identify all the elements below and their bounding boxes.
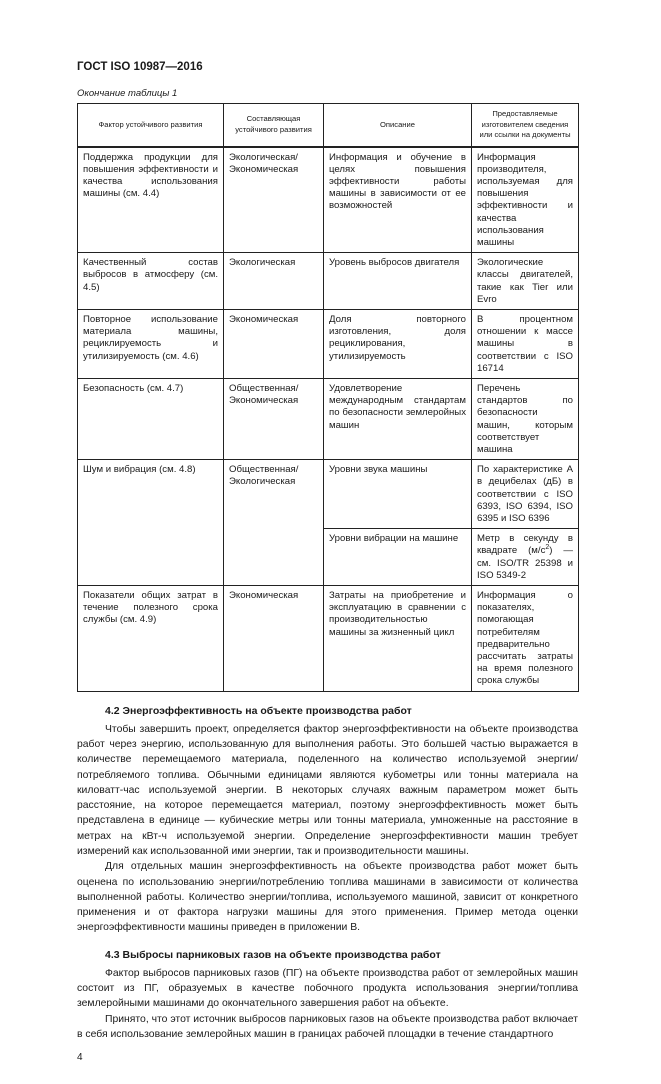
info-text: Метр в секунду в квадрате (м/с xyxy=(477,533,573,557)
table-row xyxy=(78,460,579,529)
factor-cell: Шум и вибрация (см. 4.8) xyxy=(78,460,224,586)
table-row xyxy=(78,147,579,253)
description-cell: Информация и обучение в целях повышения эффективности работы машины в зависимости от ее возможностей xyxy=(324,147,472,253)
component-cell: Экономическая xyxy=(224,586,324,692)
info-text: ) — см. ISO/TR 25398 и ISO 5349-2 xyxy=(477,545,573,581)
info-cell: В процентном отношении к массе машины в соответствии с ISO 16714 xyxy=(472,309,579,378)
table-row xyxy=(78,253,579,310)
table-header-row xyxy=(78,104,579,147)
column-header: Составляющая устойчивого развития xyxy=(224,104,324,147)
factor-cell: Качественный состав выбросов в атмосферу (см. 4.5) xyxy=(78,253,224,310)
component-cell: Экологическая xyxy=(224,253,324,310)
table-caption: Окончание таблицы 1 xyxy=(77,88,178,99)
paragraph: Фактор выбросов парниковых газов (ПГ) на объекте производства работ от землеройных машин состоит из ПГ, образуемых в качестве побочного продукта использования энергии/топлива землеройными машинами до окончательного завершения работ на объекте. xyxy=(77,967,578,1010)
description-cell: Удовлетворение международным стандартам по безопасности землеройных машин xyxy=(324,378,472,459)
info-cell: По характеристике А в децибелах (дБ) в соответствии с ISO 6393, ISO 6394, ISO 6395 и ISO 6396 xyxy=(472,460,579,529)
section-heading: 4.3 Выбросы парниковых газов на объекте производства работ xyxy=(105,948,441,961)
paragraph: Для отдельных машин энергоэффективность на объекте производства работ может быть оценена по использованию энергии/потреблению топлива машинами в зависимости от количества выполненной работы. Количество энергии/топлива, используемого машиной, зависит от конкретного применения и от фактора нагрузки машины для этого применения. Пример метода оценки энергоэффективности машины приведен в приложении В. xyxy=(77,861,578,934)
sustainability-table xyxy=(77,103,579,692)
factor-cell: Повторное использование материала машины, рециклируемость и утилизируемость (см. 4.6) xyxy=(78,309,224,378)
table-row xyxy=(78,586,579,692)
column-header: Фактор устойчивого развития xyxy=(78,104,224,147)
section-heading: 4.2 Энергоэффективность на объекте производства работ xyxy=(105,704,412,717)
paragraph: Чтобы завершить проект, определяется фактор энергоэффективности на объекте производства работ через энергию, использованную для выполнения работы. Это большей частью выражается в количестве перемещаемого материала, поделенного на количество используемой энергии/потребляемого топлива. Обычными единицами являются кубометры или тонны материала на киловатт-час используемой энергии. В некоторых случаях важным параметром может быть расстояние, на которое перемещается материал, поэтому энергоэффективность может быть представлена в единице — кубические метры или тонны материала, умноженные на расстояние в метрах на кВт-ч используемой энергии. Определение энергоэффективности машин требует измерений как использованной ими энергии, так и производительности машины. xyxy=(77,723,578,857)
info-cell: Информация производителя, используемая для повышения эффективности и качества использования машины xyxy=(472,147,579,253)
factor-cell: Показатели общих затрат в течение полезного срока службы (см. 4.9) xyxy=(78,586,224,692)
table-row xyxy=(78,378,579,459)
page-number: 4 xyxy=(77,1052,83,1064)
info-cell: Информация о показателях, помогающая потребителям предварительно рассчитать затраты на время полезного срока службы xyxy=(472,586,579,692)
description-cell: Затраты на приобретение и эксплуатацию в сравнении с производительностью машины за жизненный цикл xyxy=(324,586,472,692)
info-cell: Экологические классы двигателей, такие как Tier или Evro xyxy=(472,253,579,310)
section-body xyxy=(77,966,578,1042)
description-cell: Доля повторного изготовления, доля рециклирования, утилизируемость xyxy=(324,309,472,378)
component-cell: Общественная/ Экологическая xyxy=(224,460,324,586)
description-cell: Уровень выбросов двигателя xyxy=(324,253,472,310)
info-cell: Перечень стандартов по безопасности машин, которым соответствует машина xyxy=(472,378,579,459)
factor-cell: Безопасность (см. 4.7) xyxy=(78,378,224,459)
info-cell xyxy=(472,529,579,586)
section-body xyxy=(77,722,578,936)
description-cell: Уровни звука машины xyxy=(324,460,472,529)
paragraph: Принято, что этот источник выбросов парниковых газов на объекте производства работ включает в себя использование землеройных машин в границах рабочей площадки в течение стандартного xyxy=(77,1013,578,1040)
column-header: Предоставляемые изготовителем сведения или ссылки на документы xyxy=(472,104,579,147)
column-header: Описание xyxy=(324,104,472,147)
document-header: ГОСТ ISO 10987—2016 xyxy=(77,61,203,73)
component-cell: Экологическая/ Экономическая xyxy=(224,147,324,253)
factor-cell: Поддержка продукции для повышения эффективности и качества использования машины (см. 4.4) xyxy=(78,147,224,253)
table-row xyxy=(78,309,579,378)
superscript: 2 xyxy=(545,544,550,552)
description-cell: Уровни вибрации на машине xyxy=(324,529,472,586)
component-cell: Экономическая xyxy=(224,309,324,378)
component-cell: Общественная/ Экономическая xyxy=(224,378,324,459)
